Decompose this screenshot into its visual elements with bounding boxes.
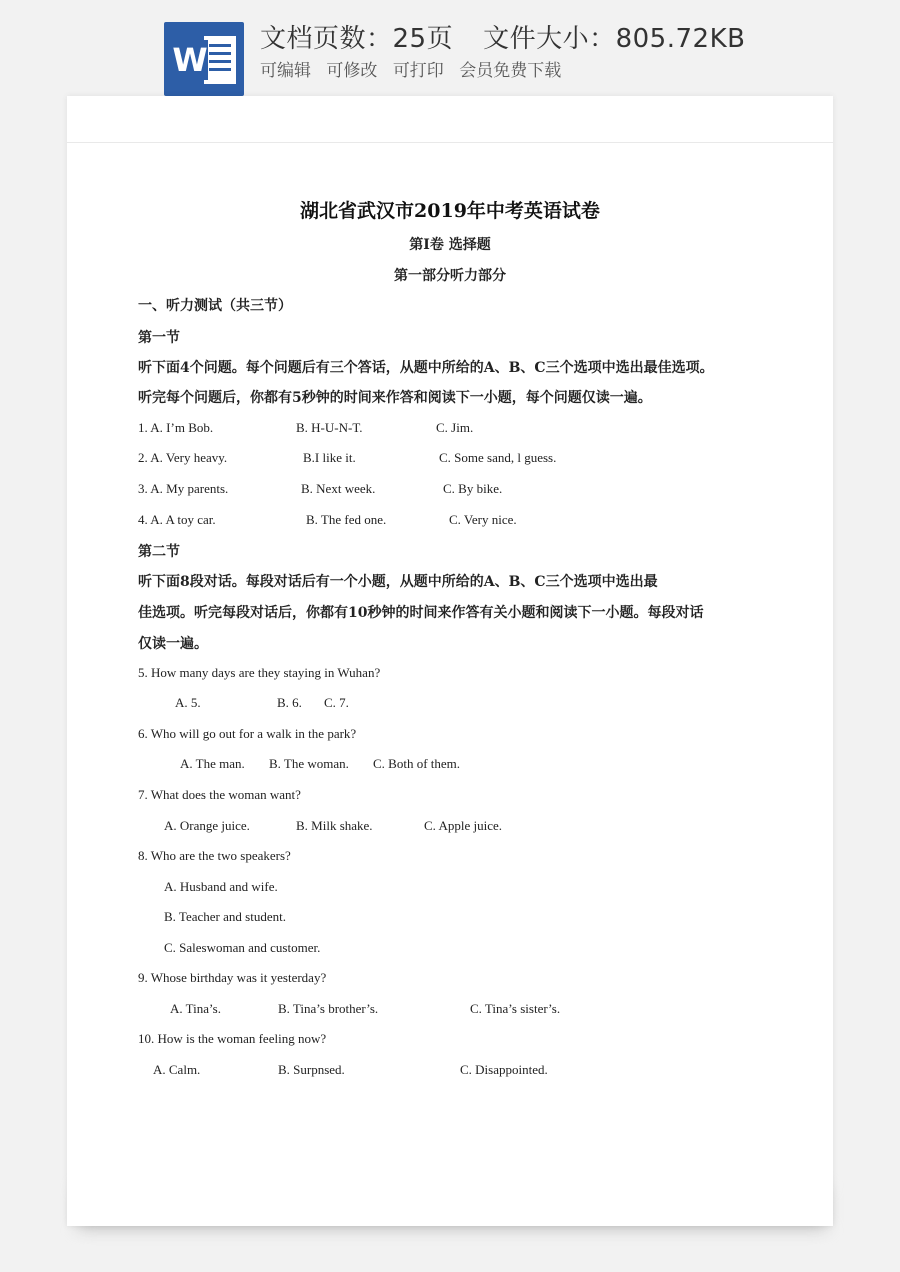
doc-line — [209, 44, 231, 47]
question-3-option-a: 3. A. My parents. — [138, 481, 229, 496]
question-7: 7. What does the woman want? — [138, 787, 301, 802]
file-size: 文件大小：805.72KB — [483, 24, 746, 54]
volume-title: 第Ⅰ卷 选择题 — [409, 237, 491, 253]
question-7-option-c: C. Apple juice. — [424, 818, 502, 833]
question-5-option-a: A. 5. — [175, 695, 201, 710]
question-6-option-c: C. Both of them. — [373, 756, 461, 771]
question-10: 10. How is the woman feeling now? — [138, 1031, 327, 1046]
sec2-heading: 第二节 — [138, 544, 180, 560]
feature-printable: 可打印 — [392, 61, 444, 81]
sec1-instruction-line: 听完每个问题后，你都有5秒钟的时间来作答和阅读下一小题，每个问题仅读一遍。 — [138, 390, 652, 406]
question-4-option-a: 4. A. A toy car. — [138, 512, 216, 527]
question-9-option-a: A. Tina’s. — [170, 1001, 221, 1016]
question-6-option-b: B. The woman. — [269, 756, 349, 771]
question-1-option-b: B. H-U-N-T. — [296, 420, 363, 435]
sec1-heading: 第一节 — [138, 330, 180, 346]
question-6: 6. Who will go out for a walk in the park? — [138, 726, 357, 741]
sec2-instruction-line: 仅读一遍。 — [138, 636, 208, 652]
part-title: 第一部分听力部分 — [394, 268, 506, 284]
question-2-option-c: C. Some sand, l guess. — [439, 450, 557, 465]
file-info-title — [260, 18, 745, 55]
question-2-option-b: B.I like it. — [303, 450, 356, 465]
feature-editable: 可编辑 — [260, 61, 311, 81]
question-1-option-c: C. Jim. — [436, 420, 474, 435]
question-3-option-b: B. Next week. — [301, 481, 376, 496]
question-7-option-a: A. Orange juice. — [164, 818, 250, 833]
sec2-instruction-line: 听下面8段对话。每段对话后有一个小题，从题中所给的A、B、C三个选项中选出最 — [138, 574, 658, 590]
question-10-option-b: B. Surpnsed. — [278, 1062, 345, 1077]
question-5-option-b: B. 6. — [277, 695, 302, 710]
page-count: 文档页数：25页 — [260, 24, 454, 54]
question-7-option-b: B. Milk shake. — [296, 818, 373, 833]
doc-line — [209, 68, 231, 71]
question-9-option-c: C. Tina’s sister’s. — [470, 1001, 561, 1016]
question-10-option-c: C. Disappointed. — [460, 1062, 548, 1077]
sec1-instruction-line: 听下面4个问题。每个问题后有三个答话，从题中所给的A、B、C三个选项中选出最佳选项。 — [138, 360, 714, 376]
doc-line — [209, 60, 231, 63]
question-5-option-c: C. 7. — [324, 695, 349, 710]
sec2-instruction-line: 佳选项。听完每段对话后，你都有10秒钟的时间来作答有关小题和阅读下一小题。每段对话 — [138, 605, 704, 621]
question-2-option-a: 2. A. Very heavy. — [138, 450, 228, 465]
question-1-option-a: 1. A. I’m Bob. — [138, 420, 214, 435]
section-heading: 一、听力测试（共三节） — [138, 298, 292, 314]
word-document-icon — [164, 22, 244, 96]
question-9: 9. Whose birthday was it yesterday? — [138, 970, 327, 985]
question-10-option-a: A. Calm. — [153, 1062, 201, 1077]
word-letter: W — [172, 41, 208, 79]
question-3-option-c: C. By bike. — [443, 481, 503, 496]
question-8-option-a: A. Husband and wife. — [164, 879, 278, 894]
question-8: 8. Who are the two speakers? — [138, 848, 291, 863]
question-8-option-b: B. Teacher and student. — [164, 909, 286, 924]
feature-modifiable: 可修改 — [326, 61, 378, 81]
download-banner — [0, 0, 900, 100]
question-9-option-b: B. Tina’s brother’s. — [278, 1001, 379, 1016]
question-5: 5. How many days are they staying in Wuhan? — [138, 665, 381, 680]
document-title: 湖北省武汉市2019年中考英语试卷 — [300, 200, 600, 222]
question-6-option-a: A. The man. — [180, 756, 245, 771]
question-4-option-b: B. The fed one. — [306, 512, 387, 527]
doc-line — [209, 52, 231, 55]
feature-list — [260, 56, 571, 81]
page-top-strip — [67, 96, 833, 143]
question-8-option-c: C. Saleswoman and customer. — [164, 940, 321, 955]
feature-member-download: 会员免费下载 — [459, 61, 562, 81]
question-4-option-c: C. Very nice. — [449, 512, 517, 527]
